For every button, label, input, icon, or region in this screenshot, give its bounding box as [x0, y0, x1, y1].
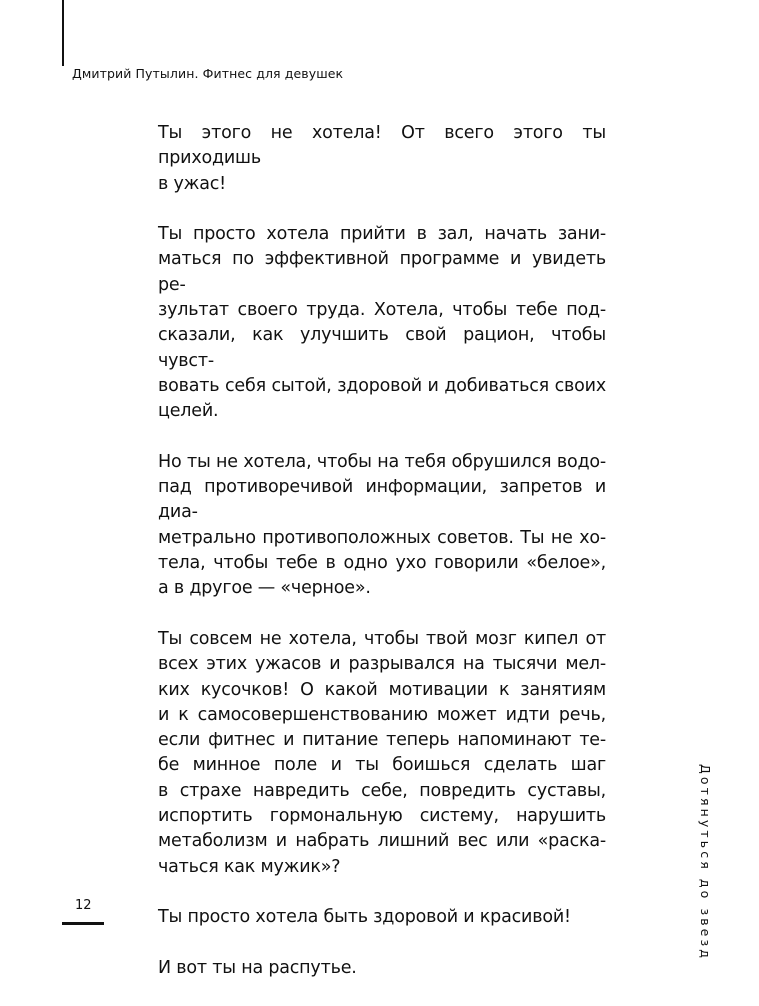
body-text — [158, 121, 606, 1006]
text-line: метаболизм и набрать лишний вес или «раска- — [158, 831, 606, 852]
text-line: в ужас! — [158, 173, 226, 194]
text-line: маться по эффективной программе и увидеть ре- — [158, 249, 606, 295]
text-line: испортить гормональную систему, нарушить — [158, 806, 606, 827]
paragraph-6 — [158, 956, 606, 981]
paragraph-1 — [158, 121, 606, 197]
text-line: чаться как мужик»? — [158, 856, 341, 877]
text-line: и к самосовершенствованию может идти речь, — [158, 704, 606, 725]
text-line: бе минное поле и ты боишься сделать шаг — [158, 755, 606, 776]
text-line: Ты просто хотела прийти в зал, начать зани- — [158, 224, 606, 245]
page-number: 12 — [75, 898, 92, 913]
text-line: а в другое — «черное». — [158, 578, 371, 599]
text-line: Ты совсем не хотела, чтобы твой мозг кипел от — [158, 628, 606, 649]
text-line: если фитнес и питание теперь напоминают те- — [158, 730, 606, 751]
text-line: Ты этого не хотела! От всего этого ты приходишь — [158, 123, 606, 169]
running-header: Дмитрий Путылин. Фитнес для девушек — [72, 66, 344, 81]
paragraph-4 — [158, 627, 606, 880]
paragraph-3 — [158, 450, 606, 602]
text-line: пад противоречивой информации, запретов и диа- — [158, 477, 606, 523]
header-vertical-rule — [62, 0, 64, 66]
text-line: вовать себя сытой, здоровой и добиваться своих — [158, 375, 606, 396]
text-line: целей. — [158, 401, 219, 422]
text-line: И вот ты на распутье. — [158, 957, 357, 978]
side-chapter-title: Дотянуться до звезд — [698, 764, 713, 961]
text-line: метрально противоположных советов. Ты не хо- — [158, 527, 606, 548]
text-line: тела, чтобы тебе в одно ухо говорили «белое», — [158, 553, 606, 574]
text-line: ких кусочков! О какой мотивации к занятиям — [158, 679, 606, 700]
text-line: зультат своего труда. Хотела, чтобы тебе под- — [158, 300, 606, 321]
text-line: всех этих ужасов и разрывался на тысячи мел- — [158, 654, 606, 675]
text-line: сказали, как улучшить свой рацион, чтобы чувст- — [158, 325, 606, 371]
paragraph-2 — [158, 222, 606, 424]
text-line: в страхе навредить себе, повредить суставы, — [158, 780, 606, 801]
text-line: Ты просто хотела быть здоровой и красивой! — [158, 907, 571, 928]
text-line: Но ты не хотела, чтобы на тебя обрушился водо- — [158, 451, 606, 472]
page-number-rule — [62, 922, 104, 925]
paragraph-5 — [158, 905, 606, 930]
